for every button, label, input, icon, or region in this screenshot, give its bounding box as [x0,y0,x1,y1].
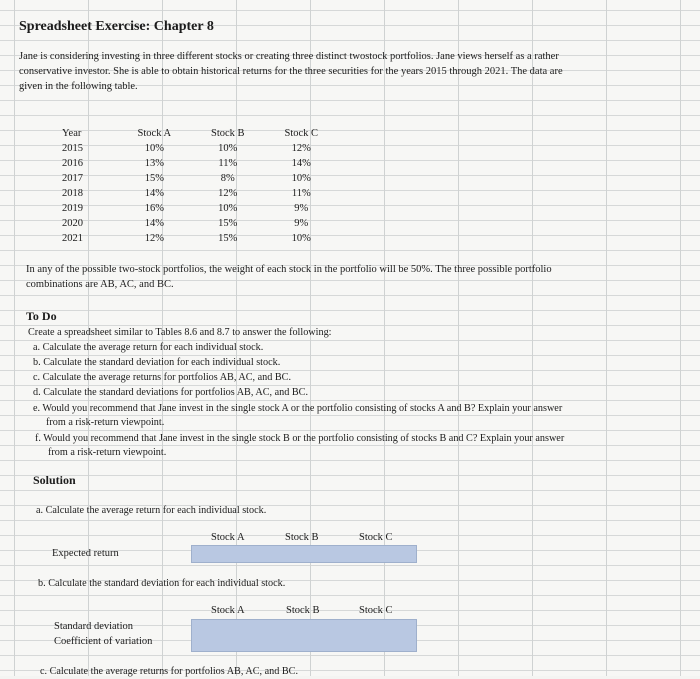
stock-c-cell[interactable]: 11% [291,188,311,199]
part-b-header-stock-b: Stock B [286,605,320,616]
stock-b-cell[interactable]: 12% [218,188,238,199]
stock-b-cell[interactable]: 11% [218,158,238,169]
year-cell[interactable]: 2019 [62,203,83,214]
stock-b-cell[interactable]: 8% [220,173,235,184]
table-row [60,171,338,186]
expected-return-input-cells[interactable] [191,545,417,563]
stock-a-cell[interactable]: 14% [144,218,164,229]
year-cell[interactable]: 2018 [62,188,83,199]
stock-c-cell[interactable]: 9% [294,218,309,229]
solution-part-c: c. Calculate the average returns for portfolios AB, AC, and BC. [40,666,299,677]
stock-a-cell[interactable]: 14% [144,188,164,199]
header-stock-c: Stock C [284,128,319,139]
intro-line-1: Jane is considering investing in three different stocks or creating three distinct twostock portfolios. Jane views herself as a rather [19,51,559,62]
year-cell[interactable]: 2021 [62,233,83,244]
returns-table-header [60,126,338,141]
part-a-header-stock-c: Stock C [359,532,393,543]
year-cell[interactable]: 2017 [62,173,83,184]
todo-heading: To Do [26,309,57,323]
weights-note-line-2: combinations are AB, AC, and BC. [26,279,174,290]
stock-c-cell[interactable]: 9% [294,203,309,214]
part-b-header-stock-c: Stock C [359,605,393,616]
solution-part-a: a. Calculate the average return for each individual stock. [36,505,267,516]
stock-a-cell[interactable]: 16% [144,203,164,214]
coefficient-of-variation-label: Coefficient of variation [54,636,153,647]
expected-return-label: Expected return [52,548,119,559]
stock-c-cell[interactable]: 12% [291,143,311,154]
part-a-header-stock-a: Stock A [211,532,245,543]
stock-c-cell[interactable]: 10% [291,173,311,184]
stock-c-cell[interactable]: 10% [291,233,311,244]
stock-a-cell[interactable]: 15% [144,173,164,184]
stock-b-cell[interactable]: 15% [218,218,238,229]
todo-lead: Create a spreadsheet similar to Tables 8.6 and 8.7 to answer the following: [28,327,332,338]
todo-item-c: c. Calculate the average returns for portfolios AB, AC, and BC. [33,372,292,383]
todo-item-e-line-2: from a risk-return viewpoint. [46,417,165,428]
year-cell[interactable]: 2016 [62,158,83,169]
stock-a-cell[interactable]: 12% [144,233,164,244]
sheet-title: Spreadsheet Exercise: Chapter 8 [19,19,214,34]
table-row [60,201,338,216]
weights-note-line-1: In any of the possible two-stock portfolios, the weight of each stock in the portfolio will be 50%. The three possible portfolio [26,264,552,275]
table-row [60,216,338,231]
stock-a-cell[interactable]: 13% [144,158,164,169]
table-row [60,141,338,156]
todo-item-a: a. Calculate the average return for each individual stock. [33,342,264,353]
table-row [60,186,338,201]
intro-line-3: given in the following table. [19,81,138,92]
todo-item-e-line-1: e. Would you recommend that Jane invest in the single stock A or the portfolio consisting of stocks A and B? Explain your answer [33,403,563,414]
todo-item-f-line-2: from a risk-return viewpoint. [48,447,167,458]
solution-heading: Solution [33,473,76,487]
part-b-header-stock-a: Stock A [211,605,245,616]
header-stock-b: Stock B [211,128,245,139]
table-row [60,231,338,246]
intro-line-2: conservative investor. She is able to obtain historical returns for the three securities for the years 2015 through 2021. The data are [19,66,563,77]
todo-item-d: d. Calculate the standard deviations for portfolios AB, AC, and BC. [33,387,309,398]
header-year: Year [62,128,82,139]
todo-item-f-line-1: f. Would you recommend that Jane invest in the single stock B or the portfolio consisting of stocks B and C? Explain your answer [35,433,565,444]
stock-b-cell[interactable]: 10% [218,143,238,154]
year-cell[interactable]: 2020 [62,218,83,229]
header-stock-a: Stock A [137,128,172,139]
stock-a-cell[interactable]: 10% [144,143,164,154]
standard-deviation-label: Standard deviation [54,621,134,632]
stock-c-cell[interactable]: 14% [291,158,311,169]
table-row [60,156,338,171]
part-a-header-stock-b: Stock B [285,532,319,543]
stock-b-cell[interactable]: 10% [218,203,238,214]
year-cell[interactable]: 2015 [62,143,83,154]
todo-item-b: b. Calculate the standard deviation for each individual stock. [33,357,281,368]
stock-b-cell[interactable]: 15% [218,233,238,244]
returns-table [60,126,338,246]
solution-part-b: b. Calculate the standard deviation for each individual stock. [38,578,286,589]
std-dev-input-cells[interactable] [191,619,417,652]
